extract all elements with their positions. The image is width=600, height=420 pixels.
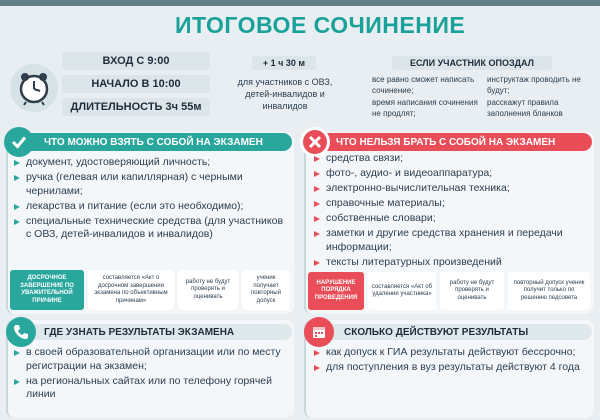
list-item: лекарства и питание (если это необходимо); [14,200,290,214]
page-title: ИТОГОВОЕ СОЧИНЕНИЕ [175,12,466,38]
forbidden-list [314,152,590,271]
forbidden-title-bar [318,133,592,151]
allowed-title: ЧТО МОЖНО ВЗЯТЬ С СОБОЙ НА ЭКЗАМЕН [44,136,263,148]
late-left-list [372,74,484,120]
results-valid-list [314,346,590,376]
results-valid-title: СКОЛЬКО ДЕЙСТВУЮТ РЕЗУЛЬТАТЫ [344,326,529,338]
list-item: специальные технические средства (для участников с ОВЗ, детей-инвалидов и инвалидов) [14,215,290,242]
list-item: электронно-вычислительная техника; [314,182,590,196]
list-item: документ, удостоверяющий личность; [14,156,290,170]
violation-step: повторный допуск ученик получит только по решению педсовета [508,272,590,310]
violation-head: НАРУШЕНИЕ ПОРЯДКА ПРОВЕДЕНИЯ [308,272,364,310]
early-finish-head: ДОСРОЧНОЕ ЗАВЕРШЕНИЕ ПО УВАЖИТЕЛЬНОЙ ПРИЧИНЕ [10,270,84,310]
list-item: ручка (гелевая или капиллярная) с черными чернилами; [14,171,290,198]
early-finish-step: составляется «Акт о досрочном завершении экзамена по объективным причинам» [88,270,174,310]
early-finish-step: работу не будут проверять и оценивать [178,270,238,310]
results-where-bar [24,324,292,340]
forbidden-title: ЧТО НЕЛЬЗЯ БРАТЬ С СОБОЙ НА ЭКЗАМЕН [336,136,556,148]
list-item: для поступления в вуз результаты действуют 4 года [314,361,590,375]
late-right-list [487,74,595,120]
late-left-item: время написания сочинения не продлят; [372,98,478,118]
violation-step: работу не будут проверять и оценивать [440,272,504,310]
clock-icon [10,64,58,112]
duration: ДЛИТЕЛЬНОСТЬ 3ч 55м [62,98,210,116]
violation-step: составляется «Акт об удалении участника» [368,272,436,310]
late-left-item: все равно сможет написать сочинение; [372,75,475,95]
list-item: в своей образовательной организации или по месту регистрации на экзамен; [14,346,288,373]
late-right-item: расскажут правила заполнения бланков [487,98,563,118]
results-where-title: ГДЕ УЗНАТЬ РЕЗУЛЬТАТЫ ЭКЗАМЕНА [44,326,235,338]
results-valid-bar [322,324,592,340]
allowed-list [14,156,290,243]
list-item: на региональных сайтах или по телефону горячей линии [14,375,288,402]
allowed-title-bar [22,133,292,151]
extra-time-badge: + 1 ч 30 м [252,56,316,70]
start-time: НАЧАЛО В 10:00 [62,75,210,93]
list-item: справочные материалы; [314,197,590,211]
extra-time-note: для участников с ОВЗ, детей-инвалидов и инвалидов [237,77,333,111]
results-where-list [14,346,288,403]
phone-icon [6,317,36,347]
top-stripe [0,0,600,6]
list-item: собственные словари; [314,212,590,226]
list-item: как допуск к ГИА результаты действуют бессрочно; [314,346,590,360]
calendar-icon [304,317,334,347]
entry-time: ВХОД С 9:00 [62,52,210,70]
late-title: ЕСЛИ УЧАСТНИК ОПОЗДАЛ [392,56,552,70]
early-finish-step: ученик получает повторный допуск [242,270,290,310]
checkmark-icon [4,127,34,157]
list-item: фото-, аудио- и видеоаппаратура; [314,167,590,181]
list-item: средства связи; [314,152,590,166]
list-item: тексты литературных произведений [314,256,590,270]
late-right-item: инструктаж проводить не будут; [487,75,581,95]
list-item: заметки и другие средства хранения и передачи информации; [314,227,590,254]
